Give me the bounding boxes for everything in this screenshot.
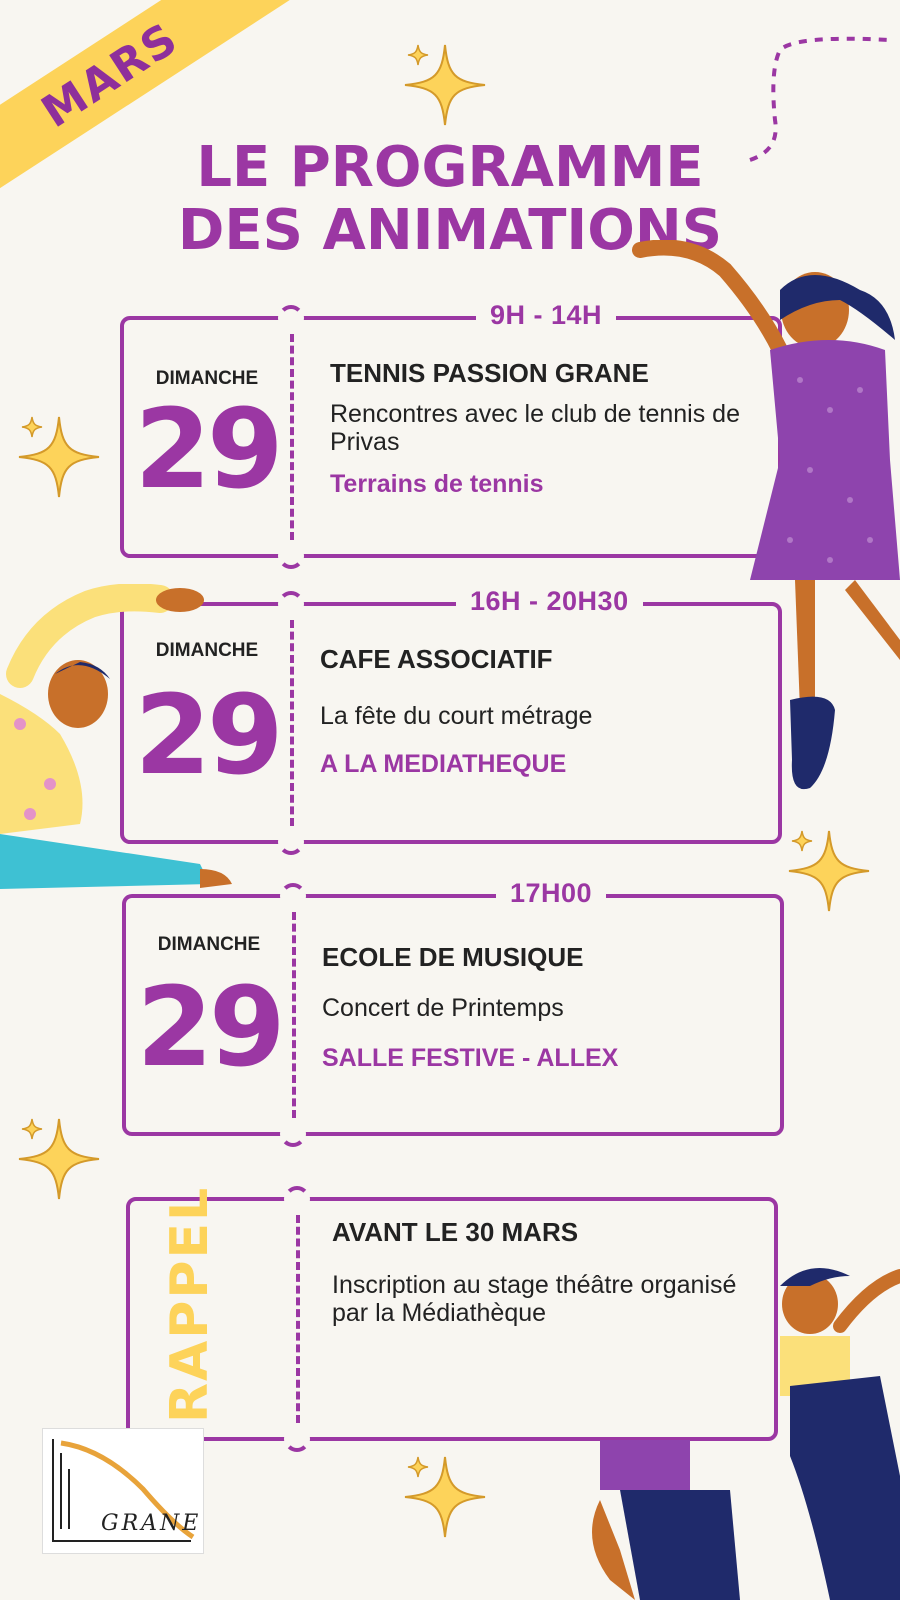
event-date: 29 bbox=[136, 963, 282, 1091]
event-date: 29 bbox=[134, 671, 280, 799]
ticket-notch bbox=[280, 1121, 306, 1147]
sparkle-icon bbox=[14, 412, 104, 502]
reminder-label: RAPPEL bbox=[160, 1185, 220, 1423]
ticket-notch bbox=[278, 829, 304, 855]
page-title-line2: DES ANIMATIONS bbox=[177, 198, 723, 263]
sparkle-icon bbox=[400, 40, 490, 130]
logo-mark bbox=[42, 1428, 204, 1554]
reminder-ticket bbox=[126, 1185, 778, 1441]
event-description: Rencontres avec le club de tennis de Privas bbox=[330, 400, 740, 457]
event-place: A LA MEDIATHEQUE bbox=[320, 750, 567, 778]
event-description: La fête du court métrage bbox=[320, 702, 593, 730]
event-time: 17H00 bbox=[496, 878, 606, 909]
event-name: TENNIS PASSION GRANE bbox=[330, 358, 649, 388]
dancer-figure bbox=[0, 584, 240, 894]
page-title-line1: LE PROGRAMME bbox=[196, 135, 704, 200]
logo-text: GRANE bbox=[101, 1511, 202, 1536]
month-label: MARS bbox=[32, 12, 188, 138]
ticket-divider bbox=[292, 912, 296, 1118]
event-date: 29 bbox=[134, 385, 280, 513]
ticket-notch bbox=[278, 305, 304, 331]
event-day: DIMANCHE bbox=[155, 368, 259, 389]
event-day: DIMANCHE bbox=[157, 934, 261, 955]
ticket-notch bbox=[278, 543, 304, 569]
event-place: Terrains de tennis bbox=[330, 470, 544, 498]
ticket-divider bbox=[296, 1215, 300, 1423]
event-name: CAFE ASSOCIATIF bbox=[320, 644, 553, 674]
dancer-figure bbox=[630, 240, 900, 800]
ticket-notch bbox=[280, 883, 306, 909]
dancer-figure bbox=[580, 1440, 740, 1600]
reminder-description: Inscription au stage théâtre organisé par la Médiathèque bbox=[332, 1271, 737, 1328]
dancer-figure bbox=[770, 1256, 900, 1600]
ticket-notch bbox=[284, 1426, 310, 1452]
sparkle-icon bbox=[400, 1452, 490, 1542]
event-description: Concert de Printemps bbox=[322, 994, 564, 1022]
reminder-title: AVANT LE 30 MARS bbox=[332, 1217, 579, 1247]
sparkle-icon bbox=[784, 826, 874, 916]
event-time: 9H - 14H bbox=[476, 300, 616, 331]
ticket-notch bbox=[284, 1186, 310, 1212]
event-name: ECOLE DE MUSIQUE bbox=[322, 942, 584, 972]
event-ticket-3 bbox=[122, 878, 784, 1136]
ticket-divider bbox=[290, 620, 294, 826]
ticket-divider bbox=[290, 334, 294, 540]
event-day: DIMANCHE bbox=[155, 640, 259, 661]
event-place: SALLE FESTIVE - ALLEX bbox=[322, 1044, 619, 1072]
sparkle-icon bbox=[14, 1114, 104, 1204]
ticket-notch bbox=[278, 591, 304, 617]
event-time: 16H - 20H30 bbox=[456, 586, 643, 617]
